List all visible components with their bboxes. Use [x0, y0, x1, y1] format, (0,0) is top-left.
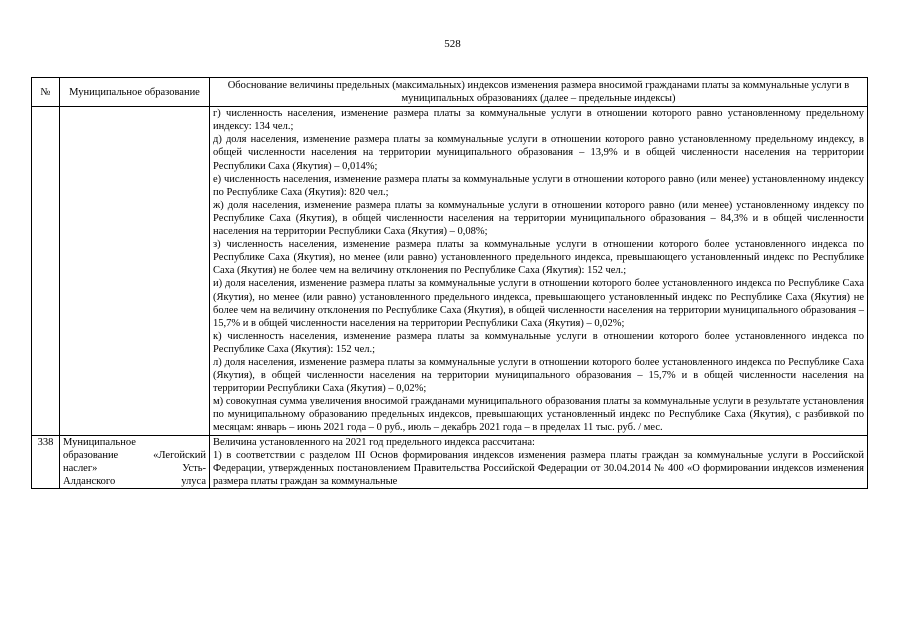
municipality-line: Муниципальное: [63, 436, 136, 448]
justification-cell: [210, 107, 868, 435]
paragraph: л) доля населения, изменение размера платы за коммунальные услуги в отношении которого более установленного индекса по Республике Саха (Якутия), в общей численности населения на территории муниципального образования – 15,7% и в общей численности населения на территории Республики Саха (Якутия) – 0,02%;: [213, 356, 864, 395]
paragraph: м) совокупная сумма увеличения вносимой гражданами муниципального образования платы за коммунальные услуги в результате установления по муниципальному образованию предельных индексов, превышающих установленный индекс по Республике Саха (Якутия), с разбивкой по месяцам: январь – июнь 2021 года – 0 руб., июль – декабрь 2021 года – в пределах 11 тыс. руб. / мес.: [213, 396, 864, 434]
header-justification: Обоснование величины предельных (максимальных) индексов изменения размера вносимой гражданами платы за коммунальные услуги в муниципальных образованиях (далее – предельные индексы): [210, 78, 868, 107]
justification-cell: [210, 435, 868, 488]
paragraph: д) доля населения, изменение размера платы за коммунальные услуги в отношении которого равно установленному предельному индексу, в общей численности населения на территории муниципального образования – 13,9% и в общей численности населения на территории Республики Саха (Якутия) – 0,014%;: [213, 134, 864, 172]
header-municipality: Муниципальное образование: [60, 78, 210, 107]
paragraph: к) численность населения, изменение размера платы за коммунальные услуги в отношении которого более установленного индекса по Республике Саха (Якутия): 152 чел.;: [213, 330, 864, 355]
paragraph: е) численность населения, изменение размера платы за коммунальные услуги в отношении которого равно (или менее) установленному индексу по Республике Саха (Якутия): 820 чел.;: [213, 173, 864, 198]
paragraph: и) доля населения, изменение размера платы за коммунальные услуги в отношении которого более установленного индекса по Республике Саха (Якутия), но менее (или равно) установленного предельного индекса, превышающего установленный индекс по Республике Саха (Якутия) не более чем на величину отклонения по Республике Саха (Якутия), в общей численности населения на территории муниципального образования – 15,7% и в общей численности населения на территории Республики Саха (Якутия) – 0,02%;: [213, 278, 864, 329]
paragraph: г) численность населения, изменение размера платы за коммунальные услуги в отношении которого равно установленному предельному индексу: 134 чел.;: [213, 108, 864, 133]
indices-table: [31, 77, 868, 489]
row-number-cell: 338: [32, 435, 60, 488]
municipality-line: образование «Легойский: [63, 449, 206, 461]
page-number: 528: [444, 38, 461, 50]
paragraph: ж) доля населения, изменение размера платы за коммунальные услуги в отношении которого равно (или менее) установленному индексу по Республике Саха (Якутия), в общей численности населения на территории муниципального образования – 84,3% и в общей численности населения на территории Республики Саха (Якутия) – 0,08%;: [213, 199, 864, 238]
paragraph: з) численность населения, изменение размера платы за коммунальные услуги в отношении которого более установленного индекса по Республике Саха (Якутия), но менее (или равно) установленного предельного индекса, превышающего установленный индекс по Республике Саха (Якутия) не более чем на величину отклонения по Республике Саха (Якутия): 152 чел.;: [213, 239, 864, 277]
municipality-line: Алданского улуса: [63, 475, 206, 487]
municipality-line: наслег» Усть-: [63, 462, 206, 474]
table-row: [32, 107, 868, 435]
table-header-row: [32, 78, 868, 107]
paragraph: 1) в соответствии с разделом III Основ формирования индексов изменения размера платы граждан за коммунальные услуги в Российской Федерации, утвержденных постановлением Правительства Российской Федерации от 30.04.2014 № 400 «О формировании индексов изменения размера платы граждан за коммунальные: [213, 449, 864, 487]
table-row: [32, 435, 868, 488]
paragraph: Величина установленного на 2021 год предельного индекса рассчитана:: [213, 436, 535, 448]
row-number-cell: [32, 107, 60, 435]
header-number: №: [32, 78, 60, 107]
municipality-cell: [60, 107, 210, 435]
municipality-cell: [60, 435, 210, 488]
